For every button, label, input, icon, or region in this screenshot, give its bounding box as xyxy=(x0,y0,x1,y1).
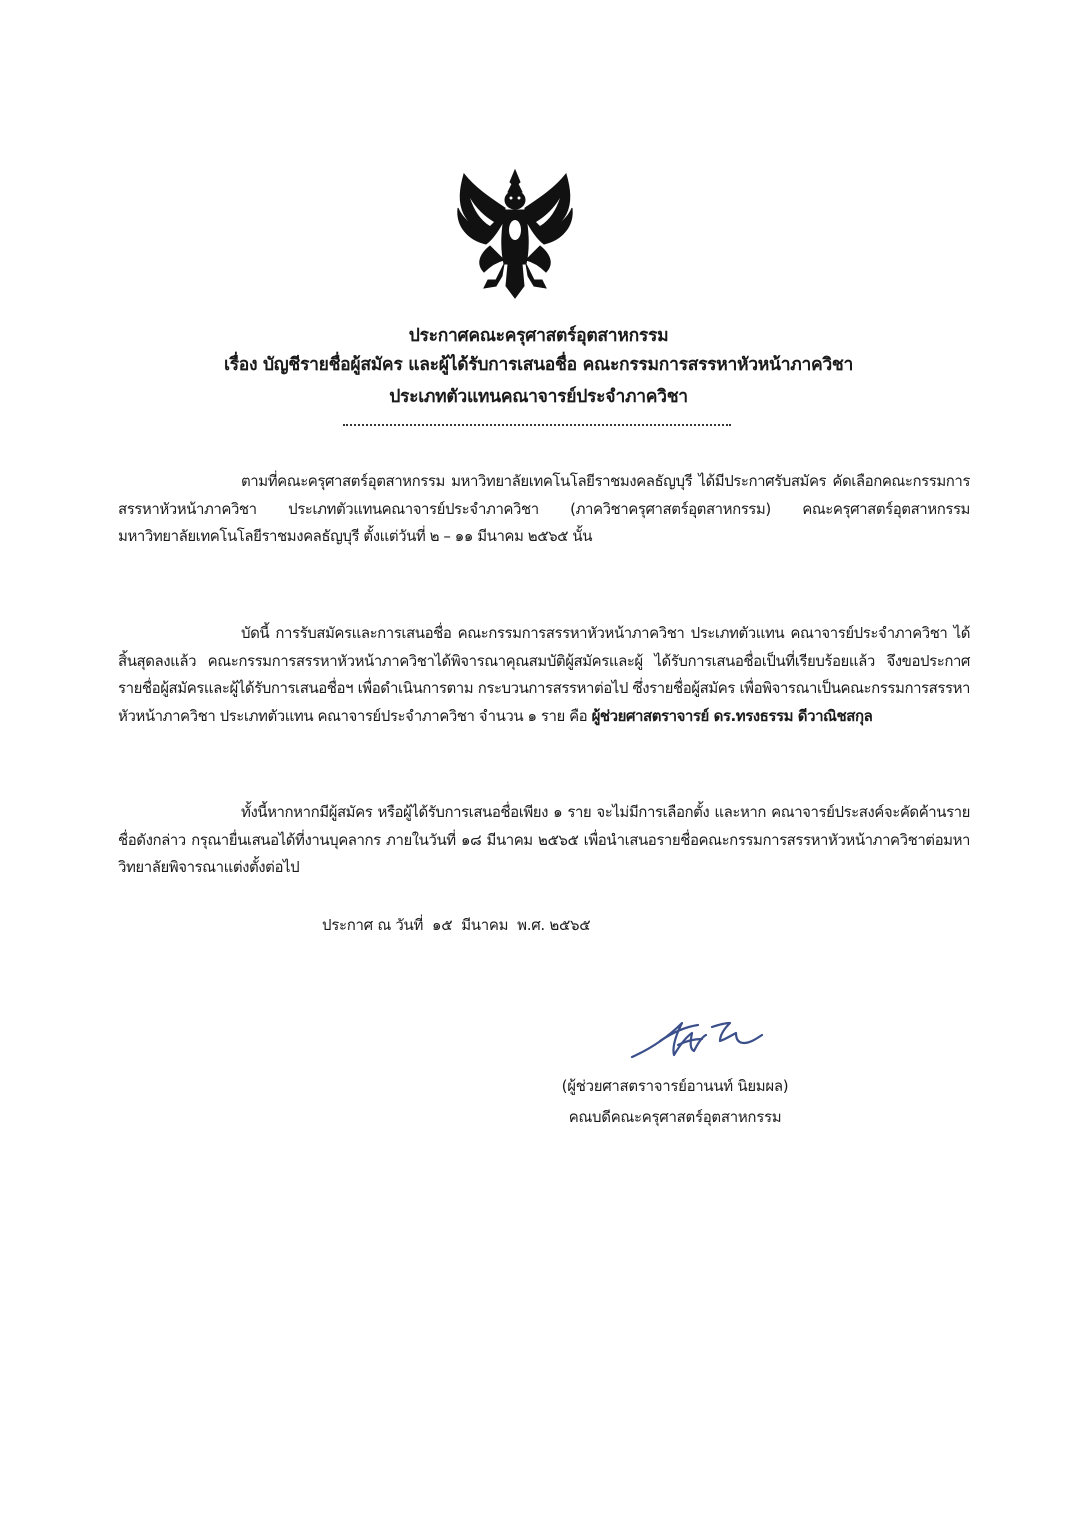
paragraph-candidate-list xyxy=(118,620,970,730)
announcement-date: ประกาศ ณ วันที่ ๑๕ มีนาคม พ.ศ. ๒๕๖๕ xyxy=(322,916,591,934)
dotted-divider xyxy=(343,424,731,426)
announcement-category: ประเภทตัวแทนคณาจารย์ประจำภาควิชา xyxy=(389,387,688,407)
signature-icon xyxy=(620,1005,770,1070)
announcement-title: ประกาศคณะครุศาสตร์อุตสาหกรรม xyxy=(408,326,669,346)
candidate-name: ผู้ช่วยศาสตราจารย์ ดร.ทรงธรรม ดีวาณิชสกุล xyxy=(591,706,873,725)
paragraph-objection-notice: ทั้งนี้หากหากมีผู้สมัคร หรือผู้ได้รับการเสนอชื่อเพียง ๑ ราย จะไม่มีการเลือกตั้ง และหาก คณาจารย์ประสงค์จะคัดค้านรายชื่อดังกล่าว กรุณายื่นเสนอได้ที่งานบุคลากร ภายในวันที่ ๑๘ มีนาคม ๒๕๖๕ เพื่อนำเสนอรายชื่อคณะกรรมการสรรหาหัวหน้าภาควิชาต่อมหาวิทยาลัยพิจารณาแต่งตั้งต่อไป xyxy=(118,803,970,876)
announcement-subject: เรื่อง บัญชีรายชื่อผู้สมัคร และผู้ได้รับการเสนอชื่อ คณะกรรมการสรรหาหัวหน้าภาควิชา xyxy=(223,355,854,375)
signer-position: คณบดีคณะครุศาสตร์อุตสาหกรรม xyxy=(568,1108,782,1126)
garuda-emblem-icon xyxy=(450,168,580,308)
paragraph-background: ตามที่คณะครุศาสตร์อุตสาหกรรม มหาวิทยาลัยเทคโนโลยีราชมงคลธัญบุรี ได้มีประกาศรับสมัคร คัดเลือกคณะกรรมการสรรหาหัวหน้าภาควิชา ประเภทตัวแทนคณาจารย์ประจำภาควิชา (ภาควิชาครุศาสตร์อุตสาหกรรม) คณะครุศาสตร์อุตสาหกรรม มหาวิทยาลัยเทคโนโลยีราชมงคลธัญบุรี ตั้งแต่วันที่ ๒ – ๑๑ มีนาคม ๒๕๖๕ นั้น xyxy=(118,472,970,545)
signer-name: (ผู้ช่วยศาสตราจารย์อานนท์ นิยมผล) xyxy=(561,1077,789,1095)
paragraph-candidate-text: บัดนี้ การรับสมัครและการเสนอชื่อ คณะกรรมการสรรหาหัวหน้าภาควิชา ประเภทตัวแทน คณาจารย์ประจำภาควิชา ได้สิ้นสุดลงแล้ว คณะกรรมการสรรหาหัวหน้าภาควิชาได้พิจารณาคุณสมบัติผู้สมัครและผู้ ได้รับการเสนอชื่อเป็นที่เรียบร้อยแล้ว จึงขอประกาศรายชื่อผู้สมัครและผู้ได้รับการเสนอชื่อฯ เพื่อดำเนินการตาม กระบวนการสรรหาต่อไป ซึ่งรายชื่อผู้สมัคร เพื่อพิจารณาเป็นคณะกรรมการสรรหาหัวหน้าภาควิชา ประเภทตัวแทน คณาจารย์ประจำภาควิชา จำนวน ๑ ราย คือ xyxy=(118,624,970,725)
